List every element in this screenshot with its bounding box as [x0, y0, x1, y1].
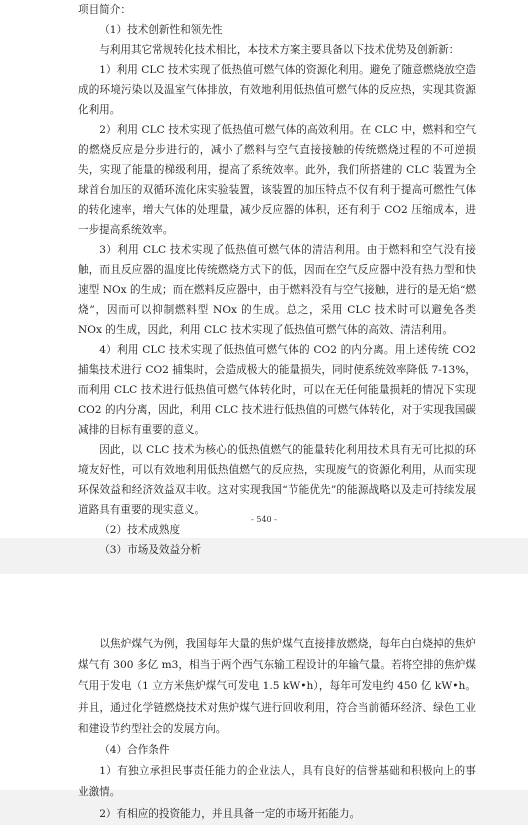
advantage-1-paragraph: 1）利用 CLC 技术实现了低热值可燃气体的资源化利用。避免了随意燃烧放空造成的环境污染以及温室气体排放，有效地利用低热值可燃气体的反应热，实现其资源化利用。: [78, 64, 476, 116]
page-number: - 540 -: [251, 515, 277, 524]
conclusion-paragraph: 因此，以 CLC 技术为核心的低热值燃气的能量转化利用技术具有无可比拟的环境友好性，可以有效地利用低热值燃气的反应热，实现废气的资源化利用，从而实现环保效益和经济效益双丰收。这对实现我国“节能优先”的能源战略以及走可持续发展道路具有重要的现实意义。: [78, 444, 476, 516]
condition-1-paragraph: 1）有独立承担民事责任能力的企业法人，具有良好的信誉基础和积极向上的事业激情。: [78, 765, 476, 799]
page-540-body: [78, 0, 476, 560]
document-page-541: [0, 574, 528, 820]
section-2-title: （2）技术成熟度: [99, 524, 181, 536]
advantage-2-paragraph: 2）利用 CLC 技术实现了低热值可燃气体的高效利用。在 CLC 中，燃料和空气的燃烧反应是分步进行的，减小了燃料与空气直接接触的传统燃烧过程的不可逆损失，实现了能量的梯级利用，提高了系统效率。此外，我们所搭建的 CLC 装置为全球首台加压的双循环流化床实验装置，该装置的加压特点不仅有利于提高可燃性气体的转化速率，增大气体的处理量，减少反应器的体积，还有利于 CO2 压缩成本，进一步提高系统效率。: [78, 124, 476, 236]
section-3-title: （3）市场及效益分析: [99, 544, 202, 556]
project-summary-heading: 项目简介：: [78, 4, 131, 16]
intro-paragraph: 与利用其它常规转化技术相比，本技术方案主要具备以下技术优势及创新新：: [99, 44, 460, 56]
condition-2-paragraph: 2）有相应的投资能力，并且具备一定的市场开拓能力。: [99, 807, 361, 820]
advantage-3-paragraph: 3）利用 CLC 技术实现了低热值可燃气体的清洁利用。由于燃料和空气没有接触，而且反应器的温度比传统燃烧方式下的低，因而在空气反应器中没有热力型和快速型 NOx 的生成；而在燃料反应器中，由于燃料没有与空气接触，进行的是无焰“燃烧”，因而可以抑制燃料型 NOx 的生成。总之，采用 CLC 技术时可以避免各类 NOx 的生成，因此，利用 CLC 技术实现了低热值可燃气体的高效、清洁利用。: [78, 244, 476, 336]
section-1-title: （1）技术创新性和领先性: [99, 24, 223, 36]
advantage-4-paragraph: 4）利用 CLC 技术实现了低热值可燃气体的 CO2 的内分离。用上述传统 CO2 捕集技术进行 CO2 捕集时，会造成极大的能量损失，同时使系统效率降低 7-13%，而利用 CLC 技术进行低热值可燃气体转化时，可以在无任何能量损耗的情况下实现 CO2 的内分离，因此，利用 CLC 技术进行低热值的可燃气体转化，对于实现我国碳减排的目标有重要的意义。: [78, 344, 476, 436]
section-4-title: （4）合作条件: [99, 744, 170, 757]
coke-gas-paragraph: 以焦炉煤气为例，我国每年大量的焦炉煤气直接排放燃烧，每年白白烧掉的焦炉煤气有 300 多亿 m3，相当于两个西气东输工程设计的年输气量。若将空排的焦炉煤气用于发电（1 立方米焦炉煤气可发电 1.5 kW•h），每年可发电约 450 亿 kW•h。并且，通过化学链燃烧技术对焦炉煤气进行回收利用，符合当前循环经济、绿色工业和建设节约型社会的发展方向。: [78, 638, 476, 735]
page-541-body: [78, 634, 476, 825]
